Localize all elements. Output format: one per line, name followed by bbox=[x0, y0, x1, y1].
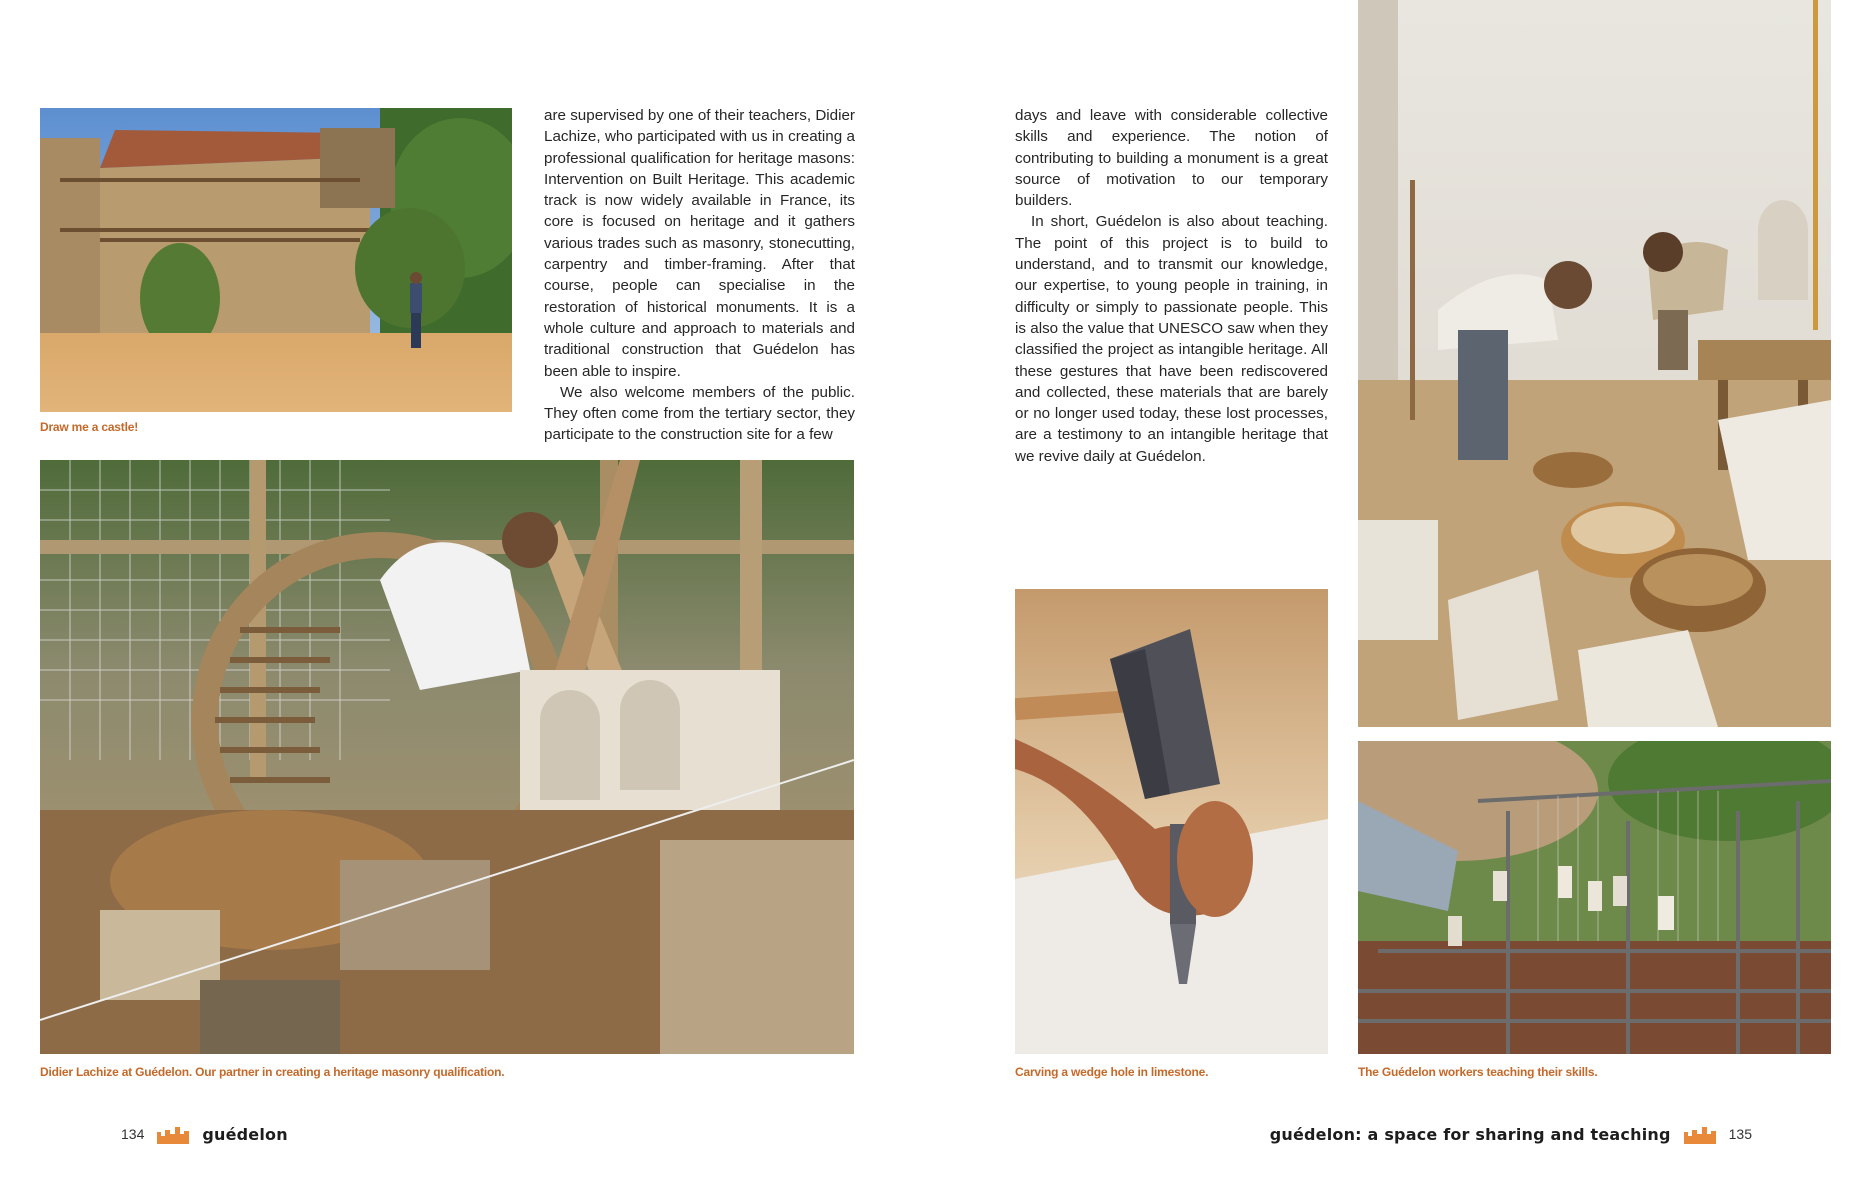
paragraph: In short, Guédelon is also about teaching. The point of this project is to build to understand, and to transmit our knowledge, our expertise, to young people in training, in difficulty or simply to passionate people. This is also the value that UNESCO saw when they classified the project as intangible heritage. All these gestures that have been rediscovered and collected, these materials that are barely or no longer used today, these lost processes, are a testimony to an intangible heritage that we revive daily at Guédelon. bbox=[1015, 213, 1328, 465]
page-number: 135 bbox=[1728, 1126, 1752, 1142]
treadwheel-photo bbox=[40, 460, 854, 1054]
castle-logo-icon bbox=[156, 1124, 190, 1144]
page-number: 134 bbox=[121, 1126, 145, 1142]
paragraph: days and leave with considerable collective skills and experience. The notion of contributing to building a monument is a great source of motivation to our temporary builders. bbox=[1015, 107, 1328, 210]
castle-photo bbox=[40, 108, 512, 412]
paragraph: are supervised by one of their teachers, Didier Lachize, who participated with us in creating a professional qualification for heritage masons: Intervention on Built Heritage. This academic track is now widely available in France, its core is focused on heritage and it gathers various trades such as masonry, stonecutting, carpentry and timber-framing. After that course, people can specialise in the restoration of historical monuments. It is a whole culture and approach to materials and traditional construction that Guédelon has been able to inspire. bbox=[544, 107, 855, 380]
left-text-column bbox=[544, 105, 855, 446]
castle-logo-icon bbox=[1683, 1124, 1717, 1144]
right-text-column bbox=[1015, 105, 1328, 467]
right-page-footer bbox=[1270, 1124, 1752, 1144]
paragraph: We also welcome members of the public. They often come from the tertiary sector, they participate to the construction site for a few bbox=[544, 383, 855, 444]
workshop-interior-photo bbox=[1358, 0, 1831, 727]
construction-site-photo-caption: The Guédelon workers teaching their skills. bbox=[1358, 1065, 1598, 1079]
construction-site-photo bbox=[1358, 741, 1831, 1054]
brand-name: guédelon bbox=[202, 1124, 288, 1144]
running-title: guédelon: a space for sharing and teaching bbox=[1269, 1124, 1671, 1144]
castle-photo-caption: Draw me a castle! bbox=[40, 420, 138, 434]
left-page-footer bbox=[121, 1124, 288, 1144]
treadwheel-photo-caption: Didier Lachize at Guédelon. Our partner in creating a heritage masonry qualification. bbox=[40, 1065, 505, 1079]
hammer-chisel-photo bbox=[1015, 589, 1328, 1054]
hammer-chisel-photo-caption: Carving a wedge hole in limestone. bbox=[1015, 1065, 1209, 1079]
